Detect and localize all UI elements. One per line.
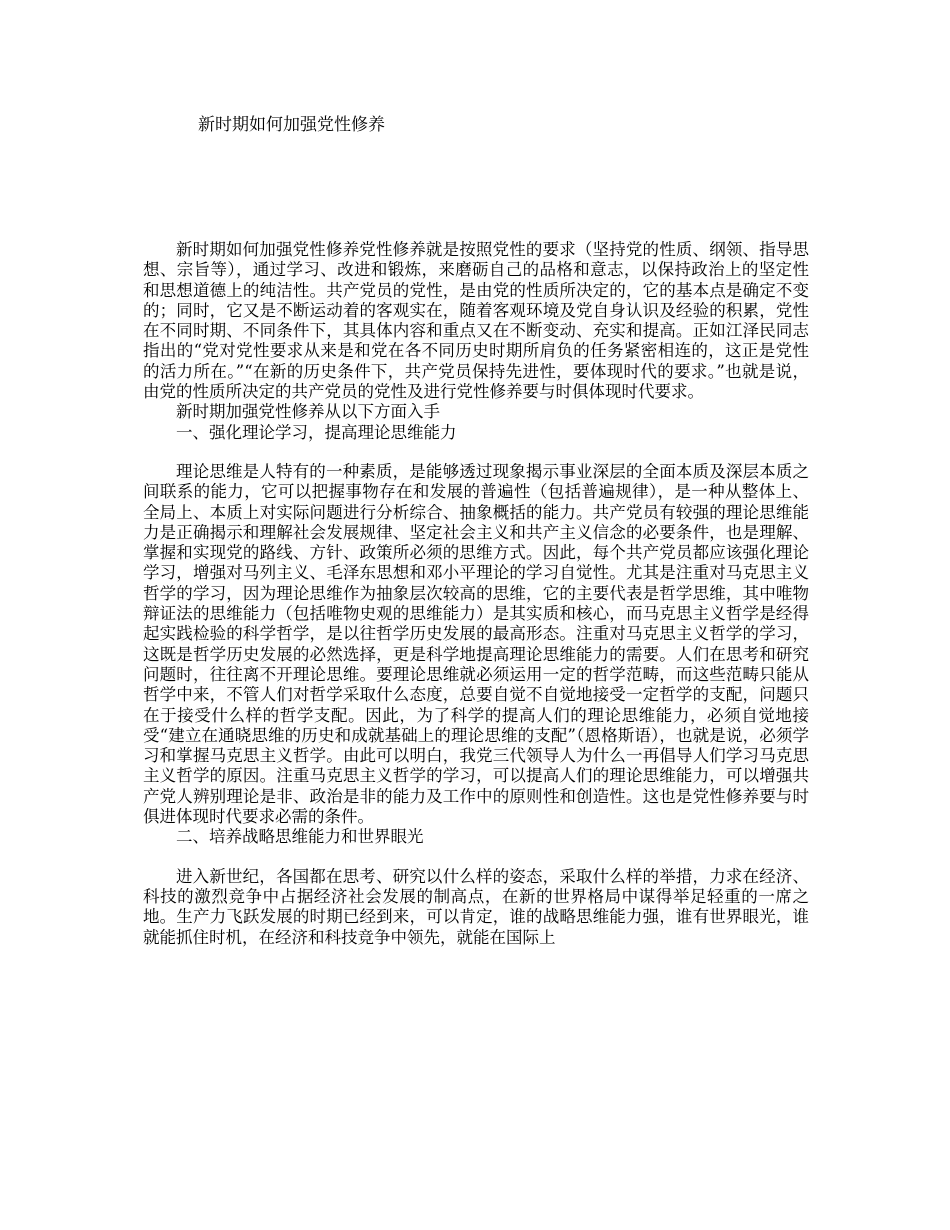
section-1-paragraph: 理论思维是人特有的一种素质，是能够透过现象揭示事业深层的全面本质及深层本质之间联系的能力，它可以把握事物存在和发展的普遍性（包括普遍规律），是一种从整体上、全局上、本质上对实际问题进行分析综合、抽象概括的能力。共产党员有较强的理论思维能力是正确揭示和理解社会发展规律、坚定社会主义和共产主义信念的必要条件，也是理解、掌握和实现党的路线、方针、政策所必须的思维方式。因此，每个共产党员都应该强化理论学习，增强对马列主义、毛泽东思想和邓小平理论的学习自觉性。尤其是注重对马克思主义哲学的学习，因为理论思维作为抽象层次较高的思维，它的主要代表是哲学思维，其中唯物辩证法的思维能力（包括唯物史观的思维能力）是其实质和核心，而马克思主义哲学是经得起实践检验的科学哲学，是以往哲学历史发展的最高形态。注重对马克思主义哲学的学习，这既是哲学历史发展的必然选择，更是科学地提高理论思维能力的需要。人们在思考和研究问题时，往往离不开理论思维。要理论思维就必须运用一定的哲学范畴，而这些范畴只能从哲学中来，不管人们对哲学采取什么态度，总要自觉不自觉地接受一定哲学的支配，问题只在于接受什么样的哲学支配。因此，为了科学的提高人们的理论思维能力，必须自觉地接受“建立在通晓思维的历史和成就基础上的理论思维的支配”（恩格斯语），也就是说，必须学习和掌握马克思主义哲学。由此可以明白，我党三代领导人为什么一再倡导人们学习马克思主义哲学的原因。注重马克思主义哲学的学习，可以提高人们的理论思维能力，可以增强共产党人辨别理论是非、政治是非的能力及工作中的原则性和创造性。这也是党性修养要与时俱进体现时代要求必需的条件。: [143, 461, 809, 827]
overview-line: 新时期加强党性修养从以下方面入手: [176, 402, 440, 422]
section-heading-1: 一、强化理论学习，提高理论思维能力: [176, 422, 457, 442]
intro-paragraph: 新时期如何加强党性修养党性修养就是按照党性的要求（坚持党的性质、纲领、指导思想、宗旨等），通过学习、改进和锻炼，来磨砺自己的品格和意志，以保持政治上的坚定性和思想道德上的纯洁性。共产党员的党性，是由党的性质所决定的，它的基本点是确定不变的；同时，它又是不断运动着的客观实在，随着客观环境及党自身认识及经验的积累，党性在不同时期、不同条件下，其具体内容和重点又在不断变动、充实和提高。正如江泽民同志指出的“党对党性要求从来是和党在各不同历史时期所肩负的任务紧密相连的，这正是党性的活力所在。”“在新的历史条件下，共产党员保持先进性，要体现时代的要求。”也就是说，由党的性质所决定的共产党员的党性及进行党性修养要与时俱体现时代要求。: [143, 240, 809, 402]
section-heading-2: 二、培养战略思维能力和世界眼光: [176, 827, 424, 847]
document-body: [143, 240, 809, 948]
document-title: 新时期如何加强党性修养: [198, 115, 385, 135]
section-2-paragraph: 进入新世纪，各国都在思考、研究以什么样的姿态，采取什么样的举措，力求在经济、科技的激烈竞争中占据经济社会发展的制高点，在新的世界格局中谋得举足轻重的一席之地。生产力飞跃发展的时期已经到来，可以肯定，谁的战略思维能力强，谁有世界眼光，谁就能抓住时机，在经济和科技竞争中领先，就能在国际上: [143, 866, 809, 947]
